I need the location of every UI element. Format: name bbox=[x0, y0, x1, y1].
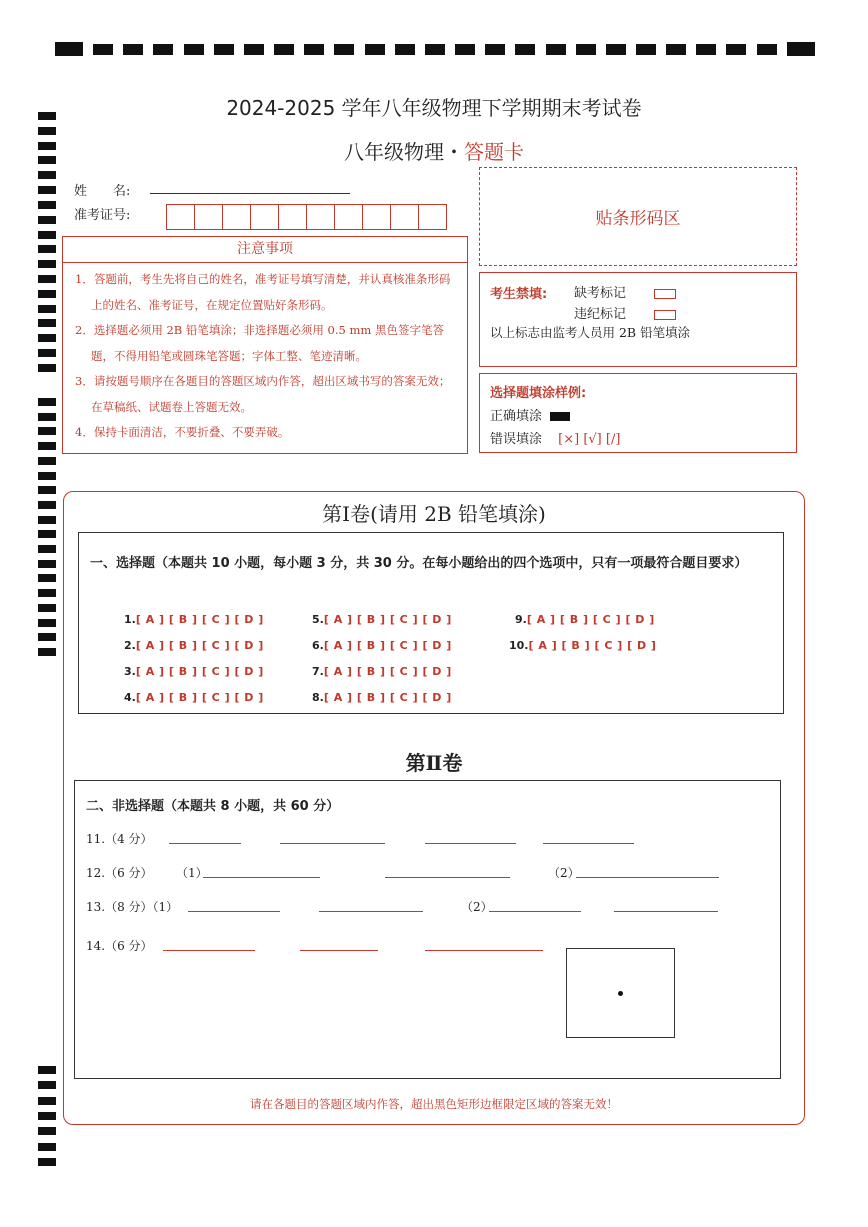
id-digit-box[interactable] bbox=[418, 204, 447, 230]
mc-question[interactable]: 7.[ A ] [ B ] [ C ] [ D ] bbox=[312, 665, 452, 678]
section1-heading: 一、选择题（本题共 10 小题，每小题 3 分，共 30 分。在每小题给出的四个选项中，只有一项最符合题目要求） bbox=[90, 556, 748, 571]
question-12-part1: （1） bbox=[176, 866, 208, 880]
mc-question[interactable]: 8.[ A ] [ B ] [ C ] [ D ] bbox=[312, 691, 452, 704]
absent-mark-label: 缺考标记 bbox=[574, 286, 627, 301]
correct-fill-row bbox=[490, 405, 570, 424]
answer-blank[interactable] bbox=[188, 911, 280, 912]
top-registration-marks bbox=[55, 42, 815, 56]
answer-blank[interactable] bbox=[614, 911, 718, 912]
name-label: 姓 名: bbox=[74, 184, 131, 199]
question-12-part2: （2） bbox=[548, 866, 580, 880]
section1-title: 第Ⅰ卷(请用 2B 铅笔填涂) bbox=[322, 502, 546, 526]
id-digit-box[interactable] bbox=[250, 204, 279, 230]
answer-blank[interactable] bbox=[300, 950, 378, 951]
id-digit-box[interactable] bbox=[278, 204, 307, 230]
name-field[interactable] bbox=[150, 193, 350, 194]
barcode-area bbox=[479, 167, 797, 266]
answer-blank[interactable] bbox=[425, 950, 543, 951]
violation-mark-box[interactable] bbox=[654, 310, 676, 320]
page-title: 2024-2025 学年八年级物理下学期期末考试卷 bbox=[226, 96, 642, 120]
left-registration-marks-middle bbox=[38, 398, 56, 656]
question-11-label: 11.（4 分） bbox=[86, 832, 153, 846]
subtitle-main: 八年级物理・ bbox=[344, 140, 464, 164]
notice-box bbox=[62, 236, 468, 454]
mc-question[interactable]: 6.[ A ] [ B ] [ C ] [ D ] bbox=[312, 639, 452, 652]
answer-blank[interactable] bbox=[489, 911, 581, 912]
question-13-part2: （2） bbox=[461, 900, 493, 914]
wrong-fill-label: 错误填涂 bbox=[490, 432, 543, 447]
answer-blank[interactable] bbox=[319, 911, 423, 912]
wrong-fill-row bbox=[490, 428, 620, 447]
id-digit-box[interactable] bbox=[194, 204, 223, 230]
answer-blank[interactable] bbox=[163, 950, 255, 951]
id-digit-box[interactable] bbox=[222, 204, 251, 230]
answer-blank[interactable] bbox=[576, 877, 719, 878]
mc-question[interactable]: 10.[ A ] [ B ] [ C ] [ D ] bbox=[509, 639, 657, 652]
correct-fill-sample bbox=[550, 412, 570, 421]
forbidden-label: 考生禁填: bbox=[490, 287, 548, 302]
absent-mark-row bbox=[574, 282, 676, 301]
mc-question[interactable]: 3.[ A ] [ B ] [ C ] [ D ] bbox=[124, 665, 264, 678]
barcode-area-label: 贴条形码区 bbox=[595, 209, 681, 229]
mc-question[interactable]: 4.[ A ] [ B ] [ C ] [ D ] bbox=[124, 691, 264, 704]
mc-question[interactable]: 9.[ A ] [ B ] [ C ] [ D ] bbox=[515, 613, 655, 626]
id-digit-box[interactable] bbox=[334, 204, 363, 230]
id-digit-box[interactable] bbox=[390, 204, 419, 230]
id-label: 准考证号: bbox=[74, 208, 131, 223]
mc-question[interactable]: 2.[ A ] [ B ] [ C ] [ D ] bbox=[124, 639, 264, 652]
section2-heading: 二、非选择题（本题共 8 小题，共 60 分） bbox=[86, 799, 340, 814]
violation-mark-row bbox=[574, 303, 676, 322]
fill-sample-box bbox=[479, 373, 797, 453]
page-subtitle bbox=[0, 136, 868, 165]
question-14-label: 14.（6 分） bbox=[86, 939, 153, 953]
question-12-label: 12.（6 分） bbox=[86, 866, 153, 880]
wrong-fill-samples: [×] [√] [/] bbox=[558, 432, 621, 447]
mc-question[interactable]: 1.[ A ] [ B ] [ C ] [ D ] bbox=[124, 613, 264, 626]
exam-id-boxes[interactable] bbox=[166, 204, 446, 230]
id-digit-box[interactable] bbox=[166, 204, 195, 230]
left-registration-marks-bottom bbox=[38, 1066, 56, 1166]
notice-item: 1．答题前，考生先将自己的姓名，准考证号填写清楚，并认真核准条形码上的姓名、准考证号，在规定位置贴好条形码。 bbox=[75, 272, 451, 312]
notice-item: 4．保持卡面清洁，不要折叠、不要弄破。 bbox=[75, 425, 290, 439]
footer-warning: 请在各题目的答题区域内作答，超出黑色矩形边框限定区域的答案无效！ bbox=[250, 1097, 618, 1111]
notice-item: 3．请按题号顺序在各题目的答题区域内作答，超出区域书写的答案无效；在草稿纸、试题卷上答题无效。 bbox=[75, 374, 451, 414]
id-digit-box[interactable] bbox=[306, 204, 335, 230]
fill-sample-heading: 选择题填涂样例: bbox=[490, 386, 587, 401]
forbidden-fill-box bbox=[479, 272, 797, 367]
forbidden-note: 以上标志由监考人员用 2B 铅笔填涂 bbox=[490, 325, 691, 340]
answer-blank[interactable] bbox=[543, 843, 634, 844]
absent-mark-box[interactable] bbox=[654, 289, 676, 299]
id-digit-box[interactable] bbox=[362, 204, 391, 230]
subtitle-accent: 答题卡 bbox=[464, 140, 524, 164]
notice-heading: 注意事项 bbox=[63, 237, 467, 263]
question-13-label: 13.（8 分）（1） bbox=[86, 900, 179, 914]
drawing-dot bbox=[618, 991, 623, 996]
answer-blank[interactable] bbox=[169, 843, 241, 844]
answer-blank[interactable] bbox=[280, 843, 385, 844]
answer-blank[interactable] bbox=[425, 843, 516, 844]
mc-question[interactable]: 5.[ A ] [ B ] [ C ] [ D ] bbox=[312, 613, 452, 626]
notice-item: 2．选择题必须用 2B 铅笔填涂；非选择题必须用 0.5 mm 黑色签字笔答题，不得用铅笔或圆珠笔答题；字体工整、笔迹清晰。 bbox=[75, 323, 444, 363]
answer-blank[interactable] bbox=[203, 877, 320, 878]
correct-fill-label: 正确填涂 bbox=[490, 409, 543, 424]
section2-title: 第Ⅱ卷 bbox=[405, 751, 463, 775]
violation-mark-label: 违纪标记 bbox=[574, 307, 627, 322]
answer-blank[interactable] bbox=[385, 877, 510, 878]
